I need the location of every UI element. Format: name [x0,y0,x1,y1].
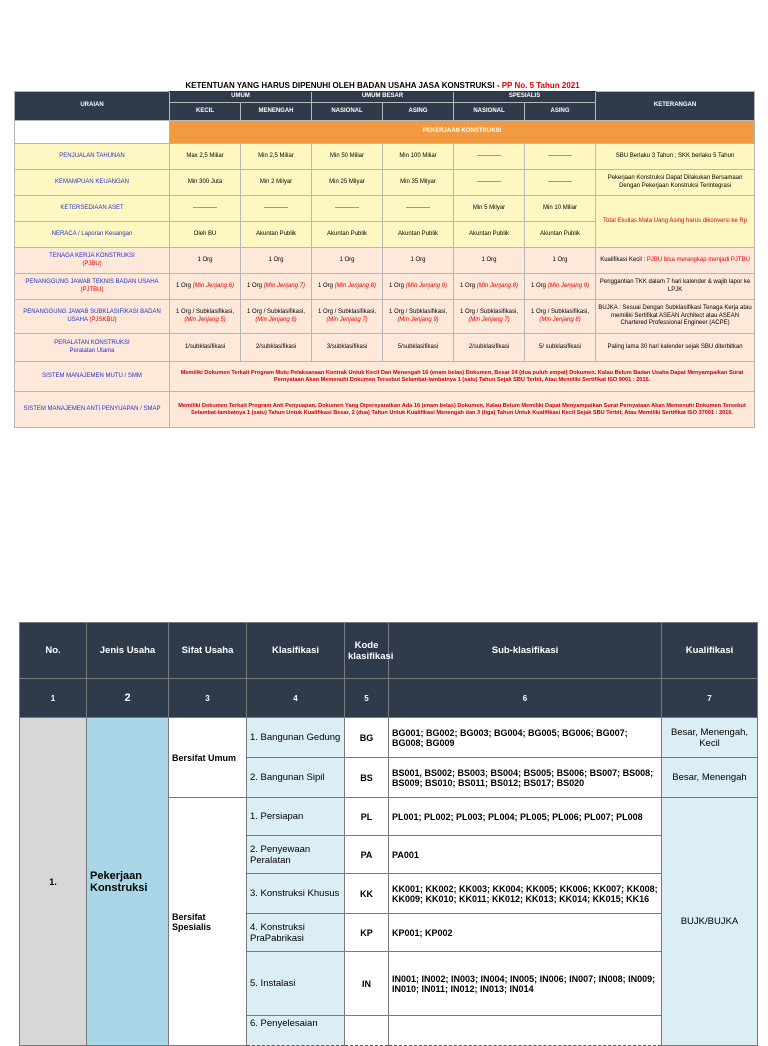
row-penjualan [15,144,755,170]
cell: 1 Org (Min Jenjang 9) [383,274,454,300]
cell: 3/subklasifikasi [312,334,383,362]
cell: ------------ [525,144,596,170]
keterangan: Total Ekuitas Mata Uang Asing harus dikonversi ke Rp [596,196,755,248]
klasifikasi: 5. Instalasi [247,952,345,1016]
row-smap [15,392,755,428]
row-peralatan [15,334,755,362]
header-spesialis: SPESIALIS [454,92,596,103]
cell: ------------ [312,196,383,222]
sub-klasifikasi: BS001, BS002; BS003; BS004; BS005; BS006; BS007; BS008; BS009; BS010; BS011; BS012; BS017; BS020 [389,758,662,798]
row-label: NERACA / Laporan Keuangan [15,222,170,248]
kode: KP [345,914,389,952]
cell: ------------ [241,196,312,222]
section-pekerjaan-konstruksi: PEKERJAAN KONSTRUKSI [170,121,755,144]
cell: 1 Org (Min Jenjang 7) [241,274,312,300]
cell: Akuntan Publik [525,222,596,248]
cell: Akuntan Publik [454,222,525,248]
row-pjtbu [15,274,755,300]
sub-klasifikasi [389,1016,662,1046]
header-umum: UMUM [170,92,312,103]
cell: 5/subklasifikasi [383,334,454,362]
cell: 1 Org [170,248,241,274]
kode [345,1016,389,1046]
cell: ------------ [525,170,596,196]
sub-klasifikasi: KP001; KP002 [389,914,662,952]
cell: 2/subklasifikasi [241,334,312,362]
kualifikasi: Besar, Menengah, Kecil [662,718,758,758]
row-tenaga-kerja [15,248,755,274]
row-label: PENJUALAN TAHUNAN [15,144,170,170]
cell: Max 2,5 Miliar [170,144,241,170]
cell: Oleh BU [170,222,241,248]
row-label: PENANGGUNG JAWAB TEKNIS BADAN USAHA (PJTBU) [15,274,170,300]
cell: Min 35 Milyar [383,170,454,196]
sub-klasifikasi: IN001; IN002; IN003; IN004; IN005; IN006; IN007; IN008; IN009; IN010; IN011; IN012; IN013; IN014 [389,952,662,1016]
cell: ------------ [454,170,525,196]
row-label: SISTEM MANAJEMEN ANTI PENYUAPAN / SMAP [15,392,170,428]
cell: Min 25 Milyar [312,170,383,196]
klasifikasi: 1. Bangunan Gedung [247,718,345,758]
cell: 1 Org / Subklasifikasi, (Min Jenjang 6) [241,300,312,334]
cell: 1 Org [383,248,454,274]
header-umum-besar: UMUM BESAR [312,92,454,103]
header-klasifikasi: Klasifikasi [247,623,345,679]
header-menengah: MENENGAH [241,103,312,121]
cell: 5/ subklasifikasi [525,334,596,362]
keterangan: Kualifikasi Kecil : PJBU bisa merangkap menjadi PJTBU [596,248,755,274]
cell: 1 Org (Min Jenjang 9) [525,274,596,300]
sub-klasifikasi: KK001; KK002; KK003; KK004; KK005; KK006; KK007; KK008; KK009; KK010; KK011; KK012; KK013; KK014; KK015; KK16 [389,874,662,914]
row-smm [15,362,755,392]
cell: 1/subklasifikasi [170,334,241,362]
header-nasional: NASIONAL [454,103,525,121]
cell: Min 2,5 Miliar [241,144,312,170]
column-number: 3 [169,679,247,718]
sub-klasifikasi: PL001; PL002; PL003; PL004; PL005; PL006; PL007; PL008 [389,798,662,836]
header-sifat-usaha: Sifat Usaha [169,623,247,679]
header-jenis-usaha: Jenis Usaha [87,623,169,679]
row-label: KEMAMPUAN KEUANGAN [15,170,170,196]
row-label: PENANGGUNG JAWAB SUBKLASIFIKASI BADAN USAHA (PJSKBU) [15,300,170,334]
cell: 1 Org [454,248,525,274]
header-asing: ASING [383,103,454,121]
header-uraian: URAIAN [15,92,170,121]
cell: ------------ [383,196,454,222]
kualifikasi: Besar, Menengah [662,758,758,798]
cell: 1 Org / Subklasifikasi, (Min Jenjang 5) [170,300,241,334]
row-label: TENAGA KERJA KONSTRUKSI (PJBU) [15,248,170,274]
cell: 1 Org / Subklasifikasi, (Min Jenjang 9) [383,300,454,334]
row-label: SISTEM MANAJEMEN MUTU / SMM [15,362,170,392]
column-number: 6 [389,679,662,718]
smm-text: Memiliki Dokumen Terkait Program Mutu Pelaksanaan Kontrak Untuk Kecil Dan Menengah 16 (enam belas) Dokumen, Besar 24 (dua puluh empat) Dokumen, Kalau Belum Badan Usaha Dapat Menyampaikan Surat Pernyataan Akan Memenuhi Dokumen Tersebut Selambat-lambatnya 1 (satu) Tahun Sejak SBU Terbit, Atau Memiliki Sertifikat ISO 9001 : 2015. [170,362,755,392]
cell: Akuntan Publik [312,222,383,248]
header-kode-klasifikasi: Kode klasifikasi [345,623,389,679]
kode: IN [345,952,389,1016]
header-sub-klasifikasi: Sub-klasifikasi [389,623,662,679]
row-label: KETERSEDIAAN ASET [15,196,170,222]
kode: PA [345,836,389,874]
keterangan: Pekerjaan Konstruksi Dapat Dilakukan Bersamaan Dengan Pekerjaan Konstruksi Terintegrasi [596,170,755,196]
klasifikasi: 2. Bangunan Sipil [247,758,345,798]
row-number: 1. [20,718,87,1046]
kode: BS [345,758,389,798]
sub-klasifikasi: BG001; BG002; BG003; BG004; BG005; BG006; BG007; BG008; BG009 [389,718,662,758]
cell: 1 Org (Min Jenjang 8) [454,274,525,300]
jenis-usaha: Pekerjaan Konstruksi [87,718,169,1046]
cell: Min 10 Miliar [525,196,596,222]
header-asing: ASING [525,103,596,121]
header-kualifikasi: Kualifikasi [662,623,758,679]
column-number: 5 [345,679,389,718]
klasifikasi: 3. Konstruksi Khusus [247,874,345,914]
cell: 2/subklasifikasi [454,334,525,362]
cell: 1 Org / Subklasifikasi, (Min Jenjang 8) [525,300,596,334]
keterangan: Paling lama 30 hari kalender sejak SBU diterbitkan [596,334,755,362]
klasifikasi: 6. Penyelesaian [247,1016,345,1046]
kualifikasi-bujk: BUJK/BUJKA [662,798,758,1046]
cell: 1 Org / Subklasifikasi, (Min Jenjang 7) [454,300,525,334]
klasifikasi: 4. Konstruksi PraPabrikasi [247,914,345,952]
cell: Min 50 Miliar [312,144,383,170]
keterangan: Penggantian TKK dalam 7 hari kalender & wajib lapor ke LPJK [596,274,755,300]
column-number: 7 [662,679,758,718]
smap-text: Memiliki Dokumen Terkait Program Anti Penyuapan, Dokumen Yang Dipersyaratkan Ada 16 (enam belas) Dokumen, Kalau Belum Memiliki Dapat Menyampaikan Surat Pernyataan Akan Memenuhi Dokumen Tersebut Selambat-lambatnya 1 (satu) Tahun Untuk Kualifikasi Besar, 2 (dua) Tahun Untuk Kualifikasi Menengah dan 3 (tiga) Tahun Untuk Kualifikasi Kecil Sejak SBU Terbit, Atau Memiliki Sertifikat ISO 37001 : 2016. [170,392,755,428]
sifat-umum: Bersifat Umum [169,718,247,798]
row-keuangan [15,170,755,196]
table-row [20,718,758,758]
column-number: 1 [20,679,87,718]
klasifikasi: 1. Persiapan [247,798,345,836]
header-no: No. [20,623,87,679]
cell: 1 Org (Min Jenjang 6) [170,274,241,300]
cell: Min 2 Milyar [241,170,312,196]
requirements-table [14,80,755,428]
klasifikasi: 2. Penyewaan Peralatan [247,836,345,874]
cell: Akuntan Publik [241,222,312,248]
header-nasional: NASIONAL [312,103,383,121]
cell: 1 Org (Min Jenjang 8) [312,274,383,300]
table-title: KETENTUAN YANG HARUS DIPENUHI OLEH BADAN USAHA JASA KONSTRUKSI - PP No. 5 Tahun 2021 [170,80,596,92]
row-aset [15,196,755,222]
column-number: 2 [87,679,169,718]
column-number: 4 [247,679,345,718]
row-label: PERALATAN KONSTRUKSI Peralatan Utama [15,334,170,362]
row-pjskbu [15,300,755,334]
cell: 1 Org [312,248,383,274]
cell: Min 300 Juta [170,170,241,196]
cell: ------------ [454,144,525,170]
header-keterangan: KETERANGAN [596,92,755,121]
keterangan: BUJKA : Sesuai Dengan Subklasifikasi Tenaga Kerja atau memiliki Sertifikat ASEAN Architect atau ASEAN Chartered Professional Engineer (ACPE) [596,300,755,334]
sub-klasifikasi: PA001 [389,836,662,874]
header-kecil: KECIL [170,103,241,121]
sifat-spesialis: Bersifat Spesialis [169,798,247,1046]
cell: 1 Org [241,248,312,274]
cell: Min 100 Miliar [383,144,454,170]
kode: PL [345,798,389,836]
keterangan: SBU Berlaku 3 Tahun ; SKK berlaku 5 Tahun [596,144,755,170]
cell: ------------ [170,196,241,222]
classification-table [19,622,758,1046]
cell: Min 5 Milyar [454,196,525,222]
kode: KK [345,874,389,914]
cell: 1 Org / Subklasifikasi, (Min Jenjang 7) [312,300,383,334]
cell: 1 Org [525,248,596,274]
kode: BG [345,718,389,758]
cell: Akuntan Publik [383,222,454,248]
